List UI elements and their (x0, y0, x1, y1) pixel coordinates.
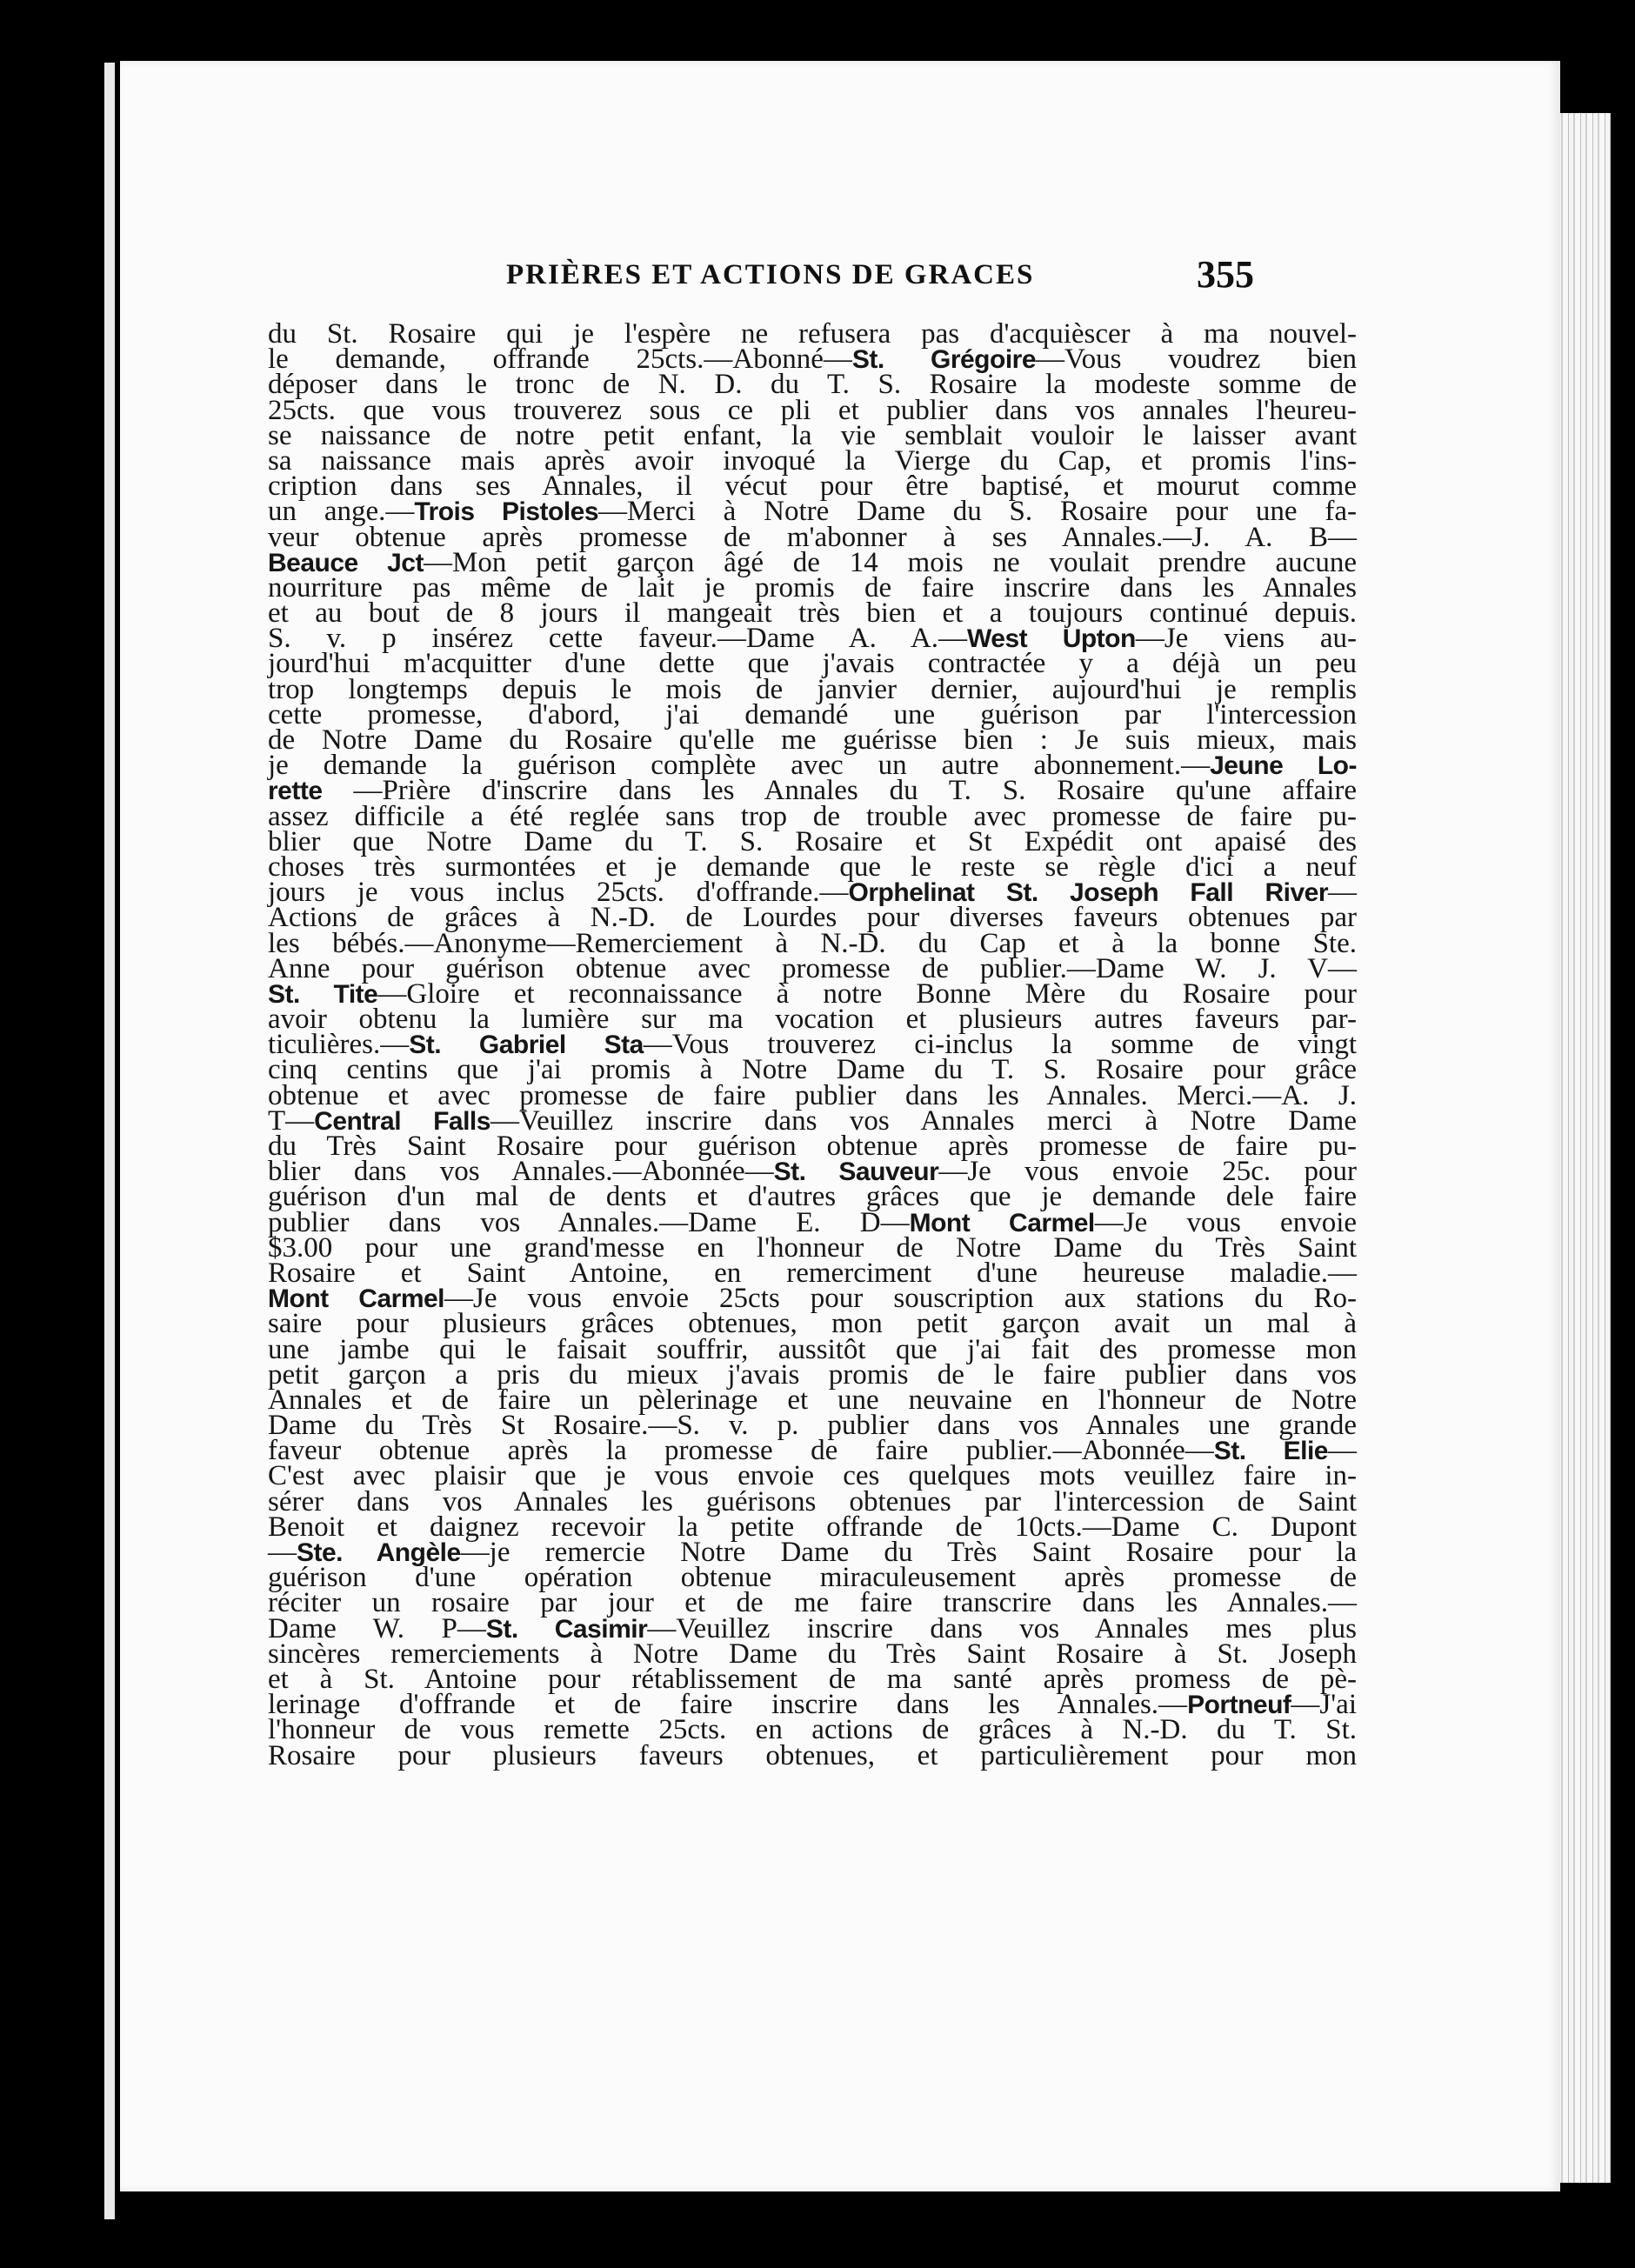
text-segment: petit garçon a pris du mieux j'avais promis de le faire publier dans vos (268, 1358, 1357, 1391)
place-name: Trois Pistoles (414, 497, 599, 527)
text-segment: —Prière d'inscrire dans les Annales du T. S. Rosaire qu'une affaire (322, 775, 1357, 807)
text-segment: —Je vous envoie (1094, 1206, 1358, 1238)
text-segment: Actions de grâces à N.-D. de Lourdes pour diverses faveurs obtenues par (268, 902, 1357, 934)
text-segment: jours je vous inclus 25cts. d'offrande.— (268, 877, 849, 909)
text-segment: Rosaire pour plusieurs faveurs obtenues, et particulièrement pour mon (268, 1739, 1357, 1771)
text-segment: blier dans vos Annales.—Abonnée— (268, 1156, 774, 1188)
text-segment: —Veuillez inscrire dans vos Annales mes plus (647, 1612, 1358, 1644)
place-name: Mont Carmel (909, 1208, 1095, 1237)
text-segment: jourd'hui m'acquitter d'une dette que j'avais contractée y a déjà un peu (268, 648, 1357, 680)
text-segment: —Je vous envoie 25c. pour (938, 1156, 1357, 1188)
place-name: Mont Carmel (268, 1284, 445, 1314)
text-segment: sa naissance mais après avoir invoqué la Vierge du Cap, et promis l'ins- (268, 444, 1357, 477)
text-segment: —Veuillez inscrire dans vos Annales merci à Notre Dame (490, 1104, 1357, 1137)
text-segment: — (1328, 1435, 1357, 1467)
place-name: Orphelinat St. Joseph Fall River (848, 878, 1328, 908)
text-segment: sérer dans vos Annales les guérisons obtenues par l'intercession de Saint (268, 1485, 1357, 1518)
text-segment: de Notre Dame du Rosaire qu'elle me guérisse bien : Je suis mieux, mais (268, 724, 1357, 756)
place-name: rette (268, 777, 323, 806)
text-segment: —Je vous envoie 25cts pour souscription aux stations du Ro- (444, 1283, 1357, 1315)
text-segment: obtenue et avec promesse de faire publier dans les Annales. Merci.—A. J. (268, 1079, 1357, 1111)
text-segment: ticulières.— (268, 1029, 410, 1061)
text-segment: assez difficile a été reglée sans trop de trouble avec promesse de faire pu- (268, 800, 1357, 832)
text-segment: —Mon petit garçon âgé de 14 mois ne voulait prendre aucune (423, 546, 1357, 578)
text-segment: — (268, 1537, 297, 1568)
text-segment: T— (268, 1104, 315, 1137)
place-name: Ste. Angèle (297, 1538, 461, 1567)
text-segment: 25cts. que vous trouverez sous ce pli et publier dans vos annales l'heureu- (268, 394, 1357, 426)
place-name: St. Gabriel Sta (409, 1031, 644, 1060)
facing-page-edge (104, 63, 115, 2219)
text-segment: Anne pour guérison obtenue avec promesse de publier.—Dame W. J. V— (268, 952, 1357, 984)
text-segment: Rosaire et Saint Antoine, en remerciment d'une heureuse maladie.— (268, 1257, 1357, 1289)
text-segment: —Merci à Notre Dame du S. Rosaire pour une fa- (598, 496, 1357, 528)
text-segment: nourriture pas même de lait je promis de faire inscrire dans les Annales (268, 571, 1357, 604)
text-segment: —Je viens au- (1135, 623, 1357, 655)
place-name: St. Grégoire (851, 345, 1037, 375)
text-segment: S. v. p insérez cette faveur.—Dame A. A.— (268, 623, 968, 655)
place-name: Jeune Lo- (1210, 751, 1357, 781)
text-segment: se naissance de notre petit enfant, la vie semblait vouloir le laisser avant (268, 419, 1357, 451)
place-name: Beauce Jct (268, 548, 424, 577)
text-segment: choses très surmontées et je demande que le reste se règle d'ici a neuf (268, 850, 1357, 883)
place-name: West Upton (967, 624, 1136, 654)
text-segment: sincères remerciements à Notre Dame du Très Saint Rosaire à St. Joseph (268, 1638, 1357, 1670)
place-name: Portneuf (1187, 1691, 1291, 1720)
text-segment: un ange.— (268, 496, 415, 528)
place-name: St. Casimir (485, 1614, 648, 1644)
text-segment: une jambe qui le faisait souffrir, aussitôt que j'ai fait des promesse mon (268, 1333, 1357, 1365)
text-segment: du St. Rosaire qui je l'espère ne refusera pas d'acquièscer à ma nouvel- (268, 318, 1357, 350)
text-segment: —Gloire et reconnaissance à notre Bonne Mère du Rosaire pour (377, 977, 1357, 1010)
text-segment: blier que Notre Dame du T. S. Rosaire et St Expédit ont apaisé des (268, 825, 1357, 857)
page-number: 355 (1197, 253, 1254, 296)
text-segment: guérison d'un mal de dents et d'autres grâces que je demande dele faire (268, 1181, 1357, 1213)
place-name: St. Elie (1213, 1437, 1328, 1466)
text-segment: les bébés.—Anonyme—Remerciement à N.-D. du Cap et à la bonne Ste. (268, 927, 1357, 959)
text-segment: l'honneur de vous remette 25cts. en actions de grâces à N.-D. du T. St. (268, 1714, 1357, 1746)
text-segment: —J'ai (1291, 1689, 1357, 1721)
text-segment: le demande, offrande 25cts.—Abonné— (268, 344, 852, 376)
text-segment: —Vous trouverez ci-inclus la somme de vingt (643, 1029, 1357, 1061)
text-segment: déposer dans le tronc de N. D. du T. S. Rosaire la modeste somme de (268, 369, 1357, 401)
text-segment: lerinage d'offrande et de faire inscrire dans les Annales.— (268, 1689, 1188, 1721)
text-segment: et à St. Antoine pour rétablissement de ma santé après promess de pè- (268, 1663, 1357, 1695)
text-segment: cinq centins que j'ai promis à Notre Dame du T. S. Rosaire pour grâce (268, 1054, 1357, 1086)
text-segment: Dame W. P— (268, 1612, 486, 1644)
text-segment: trop longtemps depuis le mois de janvier dernier, aujourd'hui je remplis (268, 673, 1357, 705)
body-text (268, 318, 1358, 1771)
text-segment: avoir obtenu la lumière sur ma vocation et plusieurs autres faveurs par- (268, 1004, 1357, 1036)
text-segment: Dame du Très St Rosaire.—S. v. p. publier dans vos Annales une grande (268, 1410, 1357, 1442)
text-segment: C'est avec plaisir que je vous envoie ces quelques mots veuillez faire in- (268, 1460, 1357, 1492)
text-segment: du Très Saint Rosaire pour guérison obtenue après promesse de faire pu- (268, 1131, 1357, 1162)
text-segment: Annales et de faire un pèlerinage et une neuvaine en l'honneur de Notre (268, 1384, 1357, 1416)
text-segment: —Vous voudrez bien (1036, 344, 1357, 376)
book-page (120, 61, 1560, 2191)
place-name: Central Falls (314, 1106, 490, 1136)
text-segment: — (1328, 877, 1357, 909)
text-segment: et au bout de 8 jours il mangeait très bien et a toujours continué depuis. (268, 597, 1357, 630)
running-head (120, 253, 1560, 311)
running-title: PRIÈRES ET ACTIONS DE GRACES (506, 259, 1035, 290)
text-line (268, 1739, 1357, 1771)
page-stack-edge (1557, 113, 1611, 2183)
text-segment: guérison d'une opération obtenue miraculeusement après promesse de (268, 1562, 1357, 1594)
text-segment: Benoit et daignez recevoir la petite offrande de 10cts.—Dame C. Dupont (268, 1511, 1357, 1543)
text-segment: veur obtenue après promesse de m'abonner à ses Annales.—J. A. B— (268, 521, 1357, 553)
text-segment: $3.00 pour une grand'messe en l'honneur de Notre Dame du Très Saint (268, 1231, 1357, 1264)
place-name: St. Sauveur (773, 1157, 939, 1187)
text-segment: —je remercie Notre Dame du Très Saint Rosaire pour la (460, 1537, 1357, 1568)
text-segment: cription dans ses Annales, il vécut pour être baptisé, et mourut comme (268, 470, 1357, 503)
text-segment: publier dans vos Annales.—Dame E. D— (268, 1206, 910, 1238)
place-name: St. Tite (268, 979, 378, 1009)
text-segment: cette promesse, d'abord, j'ai demandé une guérison par l'intercession (268, 698, 1357, 730)
text-segment: je demande la guérison complète avec un autre abonnement.— (268, 750, 1211, 782)
text-segment: réciter un rosaire par jour et de me faire transcrire dans les Annales.— (268, 1587, 1357, 1619)
text-segment: saire pour plusieurs grâces obtenues, mon petit garçon avait un mal à (268, 1308, 1357, 1340)
text-segment: faveur obtenue après la promesse de faire publier.—Abonnée— (268, 1435, 1214, 1467)
